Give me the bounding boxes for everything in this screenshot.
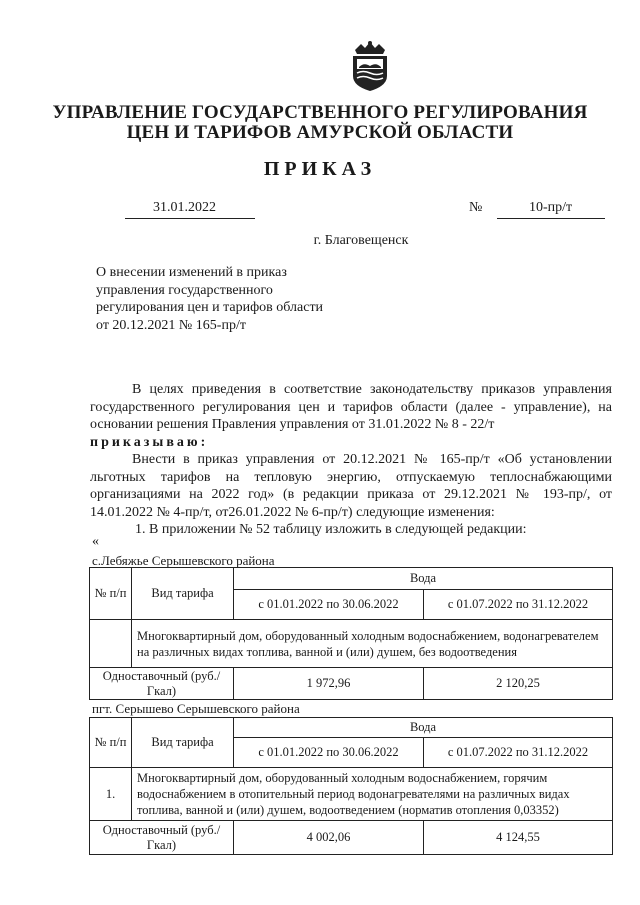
paragraph-line: основании решения Правления управления от 31.01.2022 № 8 - 22/т xyxy=(90,417,495,432)
housing-description: Многоквартирный дом, оборудованный холодным водоснабжением, горячим водоснабжением в отопительный период водонагревателями на различных видах топлива, ванной и (или) душем, водоотведением (норматив отопления 0,03352) xyxy=(132,768,613,821)
subject-line: О внесении изменений в приказ xyxy=(96,265,287,280)
paragraph-line: организациями на 2022 год» (в редакции приказа от 29.12.2021 № 193-пр/, от xyxy=(90,487,612,502)
tariff-value-2: 2 120,25 xyxy=(424,668,613,700)
subject-line: регулирования цен и тарифов области xyxy=(96,300,324,315)
amendment-paragraph xyxy=(90,451,612,539)
header-period-1: с 01.01.2022 по 30.06.2022 xyxy=(234,738,424,768)
subject-line: управления государственного xyxy=(96,282,273,298)
order-date: 31.01.2022 xyxy=(125,200,255,219)
header-period-2: с 01.07.2022 по 31.12.2022 xyxy=(424,738,613,768)
agency-name-line2: ЦЕН И ТАРИФОВ АМУРСКОЙ ОБЛАСТИ xyxy=(126,122,514,143)
order-subject xyxy=(96,264,356,334)
row-number xyxy=(90,620,132,668)
header-number: № п/п xyxy=(90,718,132,768)
paragraph-line: 14.01.2022 № 4-пр/т, от26.01.2022 № 6-пр/т) следующие изменения: xyxy=(90,504,495,520)
header-period-2: с 01.07.2022 по 31.12.2022 xyxy=(424,590,613,620)
orders-word: приказываю: xyxy=(90,434,209,450)
opening-quote: « xyxy=(92,534,99,549)
number-sign: № xyxy=(469,200,483,215)
preamble-paragraph xyxy=(90,381,612,451)
row-number: 1. xyxy=(90,768,132,821)
paragraph-line: льготных тарифов на тепловую энергию, отпускаемую теплоснабжающими xyxy=(90,469,612,485)
document-type-title: ПРИКАЗ xyxy=(263,158,377,180)
tariff-name: Одноставочный (руб./Гкал) xyxy=(90,821,234,855)
header-water: Вода xyxy=(234,718,613,738)
housing-description: Многоквартирный дом, оборудованный холодным водоснабжением, водонагревателем на различных видах топлива, ванной и (или) душем, без водоотведения xyxy=(132,620,613,668)
header-number: № п/п xyxy=(90,568,132,620)
coat-of-arms-emblem xyxy=(347,40,393,92)
tariff-value-1: 4 002,06 xyxy=(234,821,424,855)
tariff-name: Одноставочный (руб./Гкал) xyxy=(90,668,234,700)
city: г. Благовещенск xyxy=(313,233,409,248)
tariff-table xyxy=(89,567,613,700)
header-period-1: с 01.01.2022 по 30.06.2022 xyxy=(234,590,424,620)
paragraph-line: государственного регулирования цен и тарифов области (далее - управление), на xyxy=(90,399,612,415)
tariff-value-1: 1 972,96 xyxy=(234,668,424,700)
header-tariff-type: Вид тарифа xyxy=(132,568,234,620)
header-water: Вода xyxy=(234,568,613,590)
subject-line: от 20.12.2021 № 165-пр/т xyxy=(96,317,246,333)
paragraph-line: Внести в приказ управления от 20.12.2021 № 165-пр/т «Об установлении xyxy=(132,452,612,467)
tariff-value-2: 4 124,55 xyxy=(424,821,613,855)
order-number: 10-пр/т xyxy=(497,200,605,219)
table-location: пгт. Серышево Серышевского района xyxy=(92,701,300,716)
item-1: 1. В приложении № 52 таблицу изложить в следующей редакции: xyxy=(135,522,527,537)
header-tariff-type: Вид тарифа xyxy=(132,718,234,768)
paragraph-line: В целях приведения в соответствие законодательству приказов управления xyxy=(132,382,612,397)
agency-name-line1: УПРАВЛЕНИЕ ГОСУДАРСТВЕННОГО РЕГУЛИРОВАНИЯ xyxy=(52,102,588,123)
tariff-table xyxy=(89,717,613,855)
table-location: с.Лебяжье Серышевского района xyxy=(92,553,275,568)
